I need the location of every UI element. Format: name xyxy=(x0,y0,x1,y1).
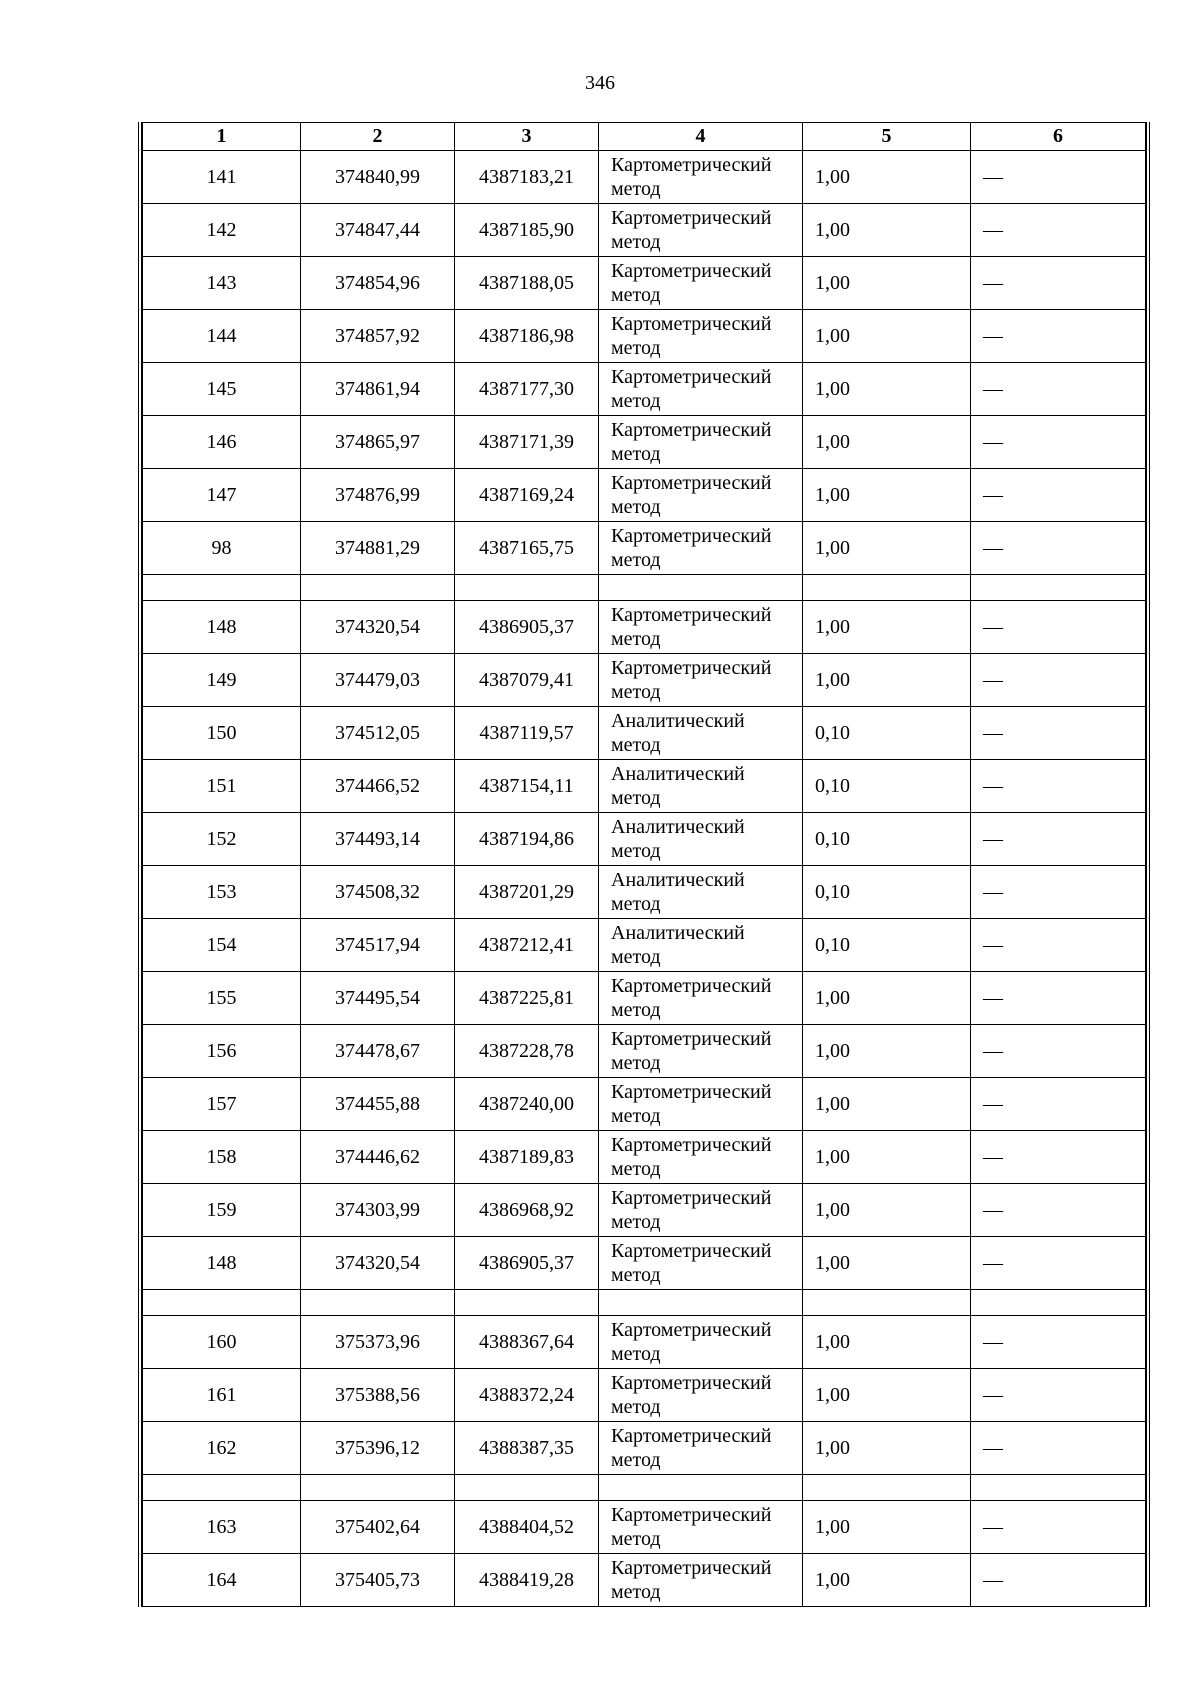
accuracy-cell: 1,00 xyxy=(803,151,971,204)
empty-cell xyxy=(143,1475,301,1501)
method-cell xyxy=(599,866,803,919)
y-coordinate-cell: 4388387,35 xyxy=(455,1422,599,1475)
table-row xyxy=(143,1025,1146,1078)
empty-cell xyxy=(599,575,803,601)
point-number-cell: 151 xyxy=(143,760,301,813)
spacer-row xyxy=(143,575,1146,601)
x-coordinate-cell: 374881,29 xyxy=(301,522,455,575)
x-coordinate-cell: 374865,97 xyxy=(301,416,455,469)
table-row xyxy=(143,1369,1146,1422)
table-row xyxy=(143,363,1146,416)
method-cell xyxy=(599,760,803,813)
note-cell: — xyxy=(971,1554,1146,1607)
x-coordinate-cell: 374847,44 xyxy=(301,204,455,257)
note-cell: — xyxy=(971,310,1146,363)
note-cell: — xyxy=(971,813,1146,866)
accuracy-cell: 1,00 xyxy=(803,310,971,363)
method-word: метод xyxy=(611,443,661,465)
method-name: Картометрический xyxy=(611,1187,772,1209)
method-cell xyxy=(599,1025,803,1078)
y-coordinate-cell: 4387189,83 xyxy=(455,1131,599,1184)
method-name: Картометрический xyxy=(611,1134,772,1156)
table-row xyxy=(143,151,1146,204)
table-row xyxy=(143,1554,1146,1607)
y-coordinate-cell: 4387169,24 xyxy=(455,469,599,522)
method-name: Картометрический xyxy=(611,260,772,282)
method-word: метод xyxy=(611,178,661,200)
coordinates-table xyxy=(142,122,1146,1607)
x-coordinate-cell: 374861,94 xyxy=(301,363,455,416)
point-number-cell: 148 xyxy=(143,601,301,654)
method-cell xyxy=(599,1131,803,1184)
table-row xyxy=(143,469,1146,522)
method-name: Картометрический xyxy=(611,604,772,626)
x-coordinate-cell: 374854,96 xyxy=(301,257,455,310)
method-word: метод xyxy=(611,1105,661,1127)
y-coordinate-cell: 4387188,05 xyxy=(455,257,599,310)
method-name: Картометрический xyxy=(611,657,772,679)
method-cell xyxy=(599,1237,803,1290)
y-coordinate-cell: 4387194,86 xyxy=(455,813,599,866)
empty-cell xyxy=(803,1475,971,1501)
note-cell: — xyxy=(971,469,1146,522)
note-cell: — xyxy=(971,1025,1146,1078)
table-row xyxy=(143,522,1146,575)
point-number-cell: 163 xyxy=(143,1501,301,1554)
y-coordinate-cell: 4387228,78 xyxy=(455,1025,599,1078)
x-coordinate-cell: 374320,54 xyxy=(301,601,455,654)
note-cell: — xyxy=(971,1501,1146,1554)
x-coordinate-cell: 374512,05 xyxy=(301,707,455,760)
method-word: метод xyxy=(611,1264,661,1286)
table-row xyxy=(143,204,1146,257)
x-coordinate-cell: 374508,32 xyxy=(301,866,455,919)
method-cell xyxy=(599,1078,803,1131)
method-cell xyxy=(599,1184,803,1237)
accuracy-cell: 0,10 xyxy=(803,813,971,866)
method-name: Картометрический xyxy=(611,154,772,176)
note-cell: — xyxy=(971,257,1146,310)
method-name: Аналитический xyxy=(611,710,745,732)
table-row xyxy=(143,1422,1146,1475)
y-coordinate-cell: 4387177,30 xyxy=(455,363,599,416)
column-header-1: 1 xyxy=(143,123,301,151)
accuracy-cell: 1,00 xyxy=(803,1184,971,1237)
y-coordinate-cell: 4388404,52 xyxy=(455,1501,599,1554)
method-name: Картометрический xyxy=(611,975,772,997)
point-number-cell: 155 xyxy=(143,972,301,1025)
x-coordinate-cell: 375373,96 xyxy=(301,1316,455,1369)
point-number-cell: 154 xyxy=(143,919,301,972)
coordinates-table-wrapper xyxy=(138,122,1150,1607)
accuracy-cell: 0,10 xyxy=(803,760,971,813)
x-coordinate-cell: 374517,94 xyxy=(301,919,455,972)
method-word: метод xyxy=(611,390,661,412)
method-word: метод xyxy=(611,681,661,703)
note-cell: — xyxy=(971,866,1146,919)
point-number-cell: 98 xyxy=(143,522,301,575)
point-number-cell: 152 xyxy=(143,813,301,866)
method-name: Аналитический xyxy=(611,816,745,838)
method-cell xyxy=(599,972,803,1025)
note-cell: — xyxy=(971,707,1146,760)
table-row xyxy=(143,416,1146,469)
spacer-row xyxy=(143,1290,1146,1316)
point-number-cell: 145 xyxy=(143,363,301,416)
point-number-cell: 162 xyxy=(143,1422,301,1475)
column-header-2: 2 xyxy=(301,123,455,151)
method-word: метод xyxy=(611,231,661,253)
accuracy-cell: 1,00 xyxy=(803,363,971,416)
method-cell xyxy=(599,654,803,707)
table-row xyxy=(143,972,1146,1025)
point-number-cell: 144 xyxy=(143,310,301,363)
note-cell: — xyxy=(971,363,1146,416)
accuracy-cell: 1,00 xyxy=(803,1422,971,1475)
empty-cell xyxy=(143,1290,301,1316)
note-cell: — xyxy=(971,972,1146,1025)
table-row xyxy=(143,654,1146,707)
accuracy-cell: 1,00 xyxy=(803,1501,971,1554)
x-coordinate-cell: 374478,67 xyxy=(301,1025,455,1078)
note-cell: — xyxy=(971,760,1146,813)
method-name: Картометрический xyxy=(611,207,772,229)
method-word: метод xyxy=(611,549,661,571)
accuracy-cell: 1,00 xyxy=(803,522,971,575)
empty-cell xyxy=(455,1290,599,1316)
method-cell xyxy=(599,813,803,866)
method-cell xyxy=(599,151,803,204)
y-coordinate-cell: 4387225,81 xyxy=(455,972,599,1025)
method-cell xyxy=(599,1422,803,1475)
point-number-cell: 161 xyxy=(143,1369,301,1422)
point-number-cell: 143 xyxy=(143,257,301,310)
x-coordinate-cell: 375396,12 xyxy=(301,1422,455,1475)
method-word: метод xyxy=(611,628,661,650)
point-number-cell: 146 xyxy=(143,416,301,469)
x-coordinate-cell: 374320,54 xyxy=(301,1237,455,1290)
method-name: Картометрический xyxy=(611,472,772,494)
spacer-row xyxy=(143,1475,1146,1501)
accuracy-cell: 1,00 xyxy=(803,416,971,469)
method-name: Картометрический xyxy=(611,419,772,441)
note-cell: — xyxy=(971,1316,1146,1369)
method-name: Картометрический xyxy=(611,525,772,547)
note-cell: — xyxy=(971,416,1146,469)
method-cell xyxy=(599,204,803,257)
note-cell: — xyxy=(971,654,1146,707)
method-word: метод xyxy=(611,787,661,809)
table-row xyxy=(143,1184,1146,1237)
accuracy-cell: 1,00 xyxy=(803,1316,971,1369)
note-cell: — xyxy=(971,1369,1146,1422)
method-name: Картометрический xyxy=(611,1319,772,1341)
empty-cell xyxy=(971,1475,1146,1501)
table-row xyxy=(143,919,1146,972)
y-coordinate-cell: 4387240,00 xyxy=(455,1078,599,1131)
empty-cell xyxy=(803,1290,971,1316)
x-coordinate-cell: 374876,99 xyxy=(301,469,455,522)
y-coordinate-cell: 4386968,92 xyxy=(455,1184,599,1237)
table-row xyxy=(143,866,1146,919)
x-coordinate-cell: 374303,99 xyxy=(301,1184,455,1237)
column-header-6: 6 xyxy=(971,123,1146,151)
method-name: Картометрический xyxy=(611,1504,772,1526)
note-cell: — xyxy=(971,151,1146,204)
method-word: метод xyxy=(611,1343,661,1365)
note-cell: — xyxy=(971,204,1146,257)
method-cell xyxy=(599,1554,803,1607)
method-cell xyxy=(599,919,803,972)
accuracy-cell: 1,00 xyxy=(803,1131,971,1184)
note-cell: — xyxy=(971,1237,1146,1290)
empty-cell xyxy=(971,1290,1146,1316)
x-coordinate-cell: 374857,92 xyxy=(301,310,455,363)
accuracy-cell: 1,00 xyxy=(803,1237,971,1290)
point-number-cell: 142 xyxy=(143,204,301,257)
note-cell: — xyxy=(971,522,1146,575)
accuracy-cell: 0,10 xyxy=(803,866,971,919)
method-word: метод xyxy=(611,284,661,306)
empty-cell xyxy=(455,1475,599,1501)
method-cell xyxy=(599,1316,803,1369)
note-cell: — xyxy=(971,1078,1146,1131)
method-word: метод xyxy=(611,1396,661,1418)
y-coordinate-cell: 4387165,75 xyxy=(455,522,599,575)
accuracy-cell: 1,00 xyxy=(803,1025,971,1078)
method-word: метод xyxy=(611,1158,661,1180)
accuracy-cell: 1,00 xyxy=(803,204,971,257)
method-cell xyxy=(599,707,803,760)
accuracy-cell: 1,00 xyxy=(803,1078,971,1131)
point-number-cell: 141 xyxy=(143,151,301,204)
point-number-cell: 156 xyxy=(143,1025,301,1078)
note-cell: — xyxy=(971,1131,1146,1184)
method-cell xyxy=(599,1369,803,1422)
method-word: метод xyxy=(611,893,661,915)
x-coordinate-cell: 374840,99 xyxy=(301,151,455,204)
point-number-cell: 160 xyxy=(143,1316,301,1369)
point-number-cell: 147 xyxy=(143,469,301,522)
method-word: метод xyxy=(611,1528,661,1550)
table-row xyxy=(143,257,1146,310)
y-coordinate-cell: 4387185,90 xyxy=(455,204,599,257)
y-coordinate-cell: 4388419,28 xyxy=(455,1554,599,1607)
y-coordinate-cell: 4387154,11 xyxy=(455,760,599,813)
method-name: Картометрический xyxy=(611,1557,772,1579)
empty-cell xyxy=(301,1475,455,1501)
accuracy-cell: 1,00 xyxy=(803,1554,971,1607)
x-coordinate-cell: 374446,62 xyxy=(301,1131,455,1184)
table-row xyxy=(143,1131,1146,1184)
method-name: Аналитический xyxy=(611,869,745,891)
method-word: метод xyxy=(611,840,661,862)
point-number-cell: 150 xyxy=(143,707,301,760)
point-number-cell: 158 xyxy=(143,1131,301,1184)
accuracy-cell: 1,00 xyxy=(803,601,971,654)
method-word: метод xyxy=(611,999,661,1021)
method-word: метод xyxy=(611,337,661,359)
method-name: Картометрический xyxy=(611,1081,772,1103)
y-coordinate-cell: 4387186,98 xyxy=(455,310,599,363)
method-cell xyxy=(599,522,803,575)
empty-cell xyxy=(599,1290,803,1316)
table-row xyxy=(143,760,1146,813)
table-row xyxy=(143,813,1146,866)
point-number-cell: 164 xyxy=(143,1554,301,1607)
column-header-5: 5 xyxy=(803,123,971,151)
x-coordinate-cell: 374479,03 xyxy=(301,654,455,707)
header-row xyxy=(143,123,1146,151)
method-word: метод xyxy=(611,946,661,968)
method-name: Картометрический xyxy=(611,313,772,335)
method-cell xyxy=(599,363,803,416)
method-cell xyxy=(599,310,803,363)
x-coordinate-cell: 375388,56 xyxy=(301,1369,455,1422)
x-coordinate-cell: 375402,64 xyxy=(301,1501,455,1554)
method-cell xyxy=(599,416,803,469)
accuracy-cell: 1,00 xyxy=(803,972,971,1025)
table-row xyxy=(143,1501,1146,1554)
accuracy-cell: 1,00 xyxy=(803,257,971,310)
y-coordinate-cell: 4387183,21 xyxy=(455,151,599,204)
empty-cell xyxy=(971,575,1146,601)
y-coordinate-cell: 4386905,37 xyxy=(455,601,599,654)
table-row xyxy=(143,601,1146,654)
column-header-3: 3 xyxy=(455,123,599,151)
method-name: Аналитический xyxy=(611,922,745,944)
y-coordinate-cell: 4388367,64 xyxy=(455,1316,599,1369)
x-coordinate-cell: 374455,88 xyxy=(301,1078,455,1131)
empty-cell xyxy=(143,575,301,601)
method-name: Картометрический xyxy=(611,1372,772,1394)
empty-cell xyxy=(455,575,599,601)
accuracy-cell: 1,00 xyxy=(803,469,971,522)
note-cell: — xyxy=(971,919,1146,972)
accuracy-cell: 0,10 xyxy=(803,919,971,972)
method-word: метод xyxy=(611,1581,661,1603)
empty-cell xyxy=(599,1475,803,1501)
x-coordinate-cell: 374466,52 xyxy=(301,760,455,813)
method-cell xyxy=(599,469,803,522)
empty-cell xyxy=(301,575,455,601)
note-cell: — xyxy=(971,601,1146,654)
empty-cell xyxy=(301,1290,455,1316)
x-coordinate-cell: 374495,54 xyxy=(301,972,455,1025)
accuracy-cell: 0,10 xyxy=(803,707,971,760)
method-word: метод xyxy=(611,1211,661,1233)
note-cell: — xyxy=(971,1184,1146,1237)
table-row xyxy=(143,1078,1146,1131)
method-cell xyxy=(599,601,803,654)
y-coordinate-cell: 4388372,24 xyxy=(455,1369,599,1422)
method-name: Аналитический xyxy=(611,763,745,785)
point-number-cell: 149 xyxy=(143,654,301,707)
method-word: метод xyxy=(611,734,661,756)
table-body xyxy=(143,151,1146,1607)
y-coordinate-cell: 4386905,37 xyxy=(455,1237,599,1290)
point-number-cell: 159 xyxy=(143,1184,301,1237)
page-number: 346 xyxy=(585,72,615,94)
accuracy-cell: 1,00 xyxy=(803,1369,971,1422)
method-name: Картометрический xyxy=(611,366,772,388)
x-coordinate-cell: 374493,14 xyxy=(301,813,455,866)
point-number-cell: 157 xyxy=(143,1078,301,1131)
table-row xyxy=(143,1237,1146,1290)
empty-cell xyxy=(803,575,971,601)
column-header-4: 4 xyxy=(599,123,803,151)
y-coordinate-cell: 4387119,57 xyxy=(455,707,599,760)
method-word: метод xyxy=(611,1052,661,1074)
accuracy-cell: 1,00 xyxy=(803,654,971,707)
y-coordinate-cell: 4387079,41 xyxy=(455,654,599,707)
point-number-cell: 153 xyxy=(143,866,301,919)
table-row xyxy=(143,310,1146,363)
method-word: метод xyxy=(611,496,661,518)
method-word: метод xyxy=(611,1449,661,1471)
method-name: Картометрический xyxy=(611,1425,772,1447)
method-name: Картометрический xyxy=(611,1240,772,1262)
table-row xyxy=(143,1316,1146,1369)
method-name: Картометрический xyxy=(611,1028,772,1050)
x-coordinate-cell: 375405,73 xyxy=(301,1554,455,1607)
y-coordinate-cell: 4387201,29 xyxy=(455,866,599,919)
point-number-cell: 148 xyxy=(143,1237,301,1290)
y-coordinate-cell: 4387212,41 xyxy=(455,919,599,972)
table-row xyxy=(143,707,1146,760)
y-coordinate-cell: 4387171,39 xyxy=(455,416,599,469)
note-cell: — xyxy=(971,1422,1146,1475)
method-cell xyxy=(599,1501,803,1554)
method-cell xyxy=(599,257,803,310)
